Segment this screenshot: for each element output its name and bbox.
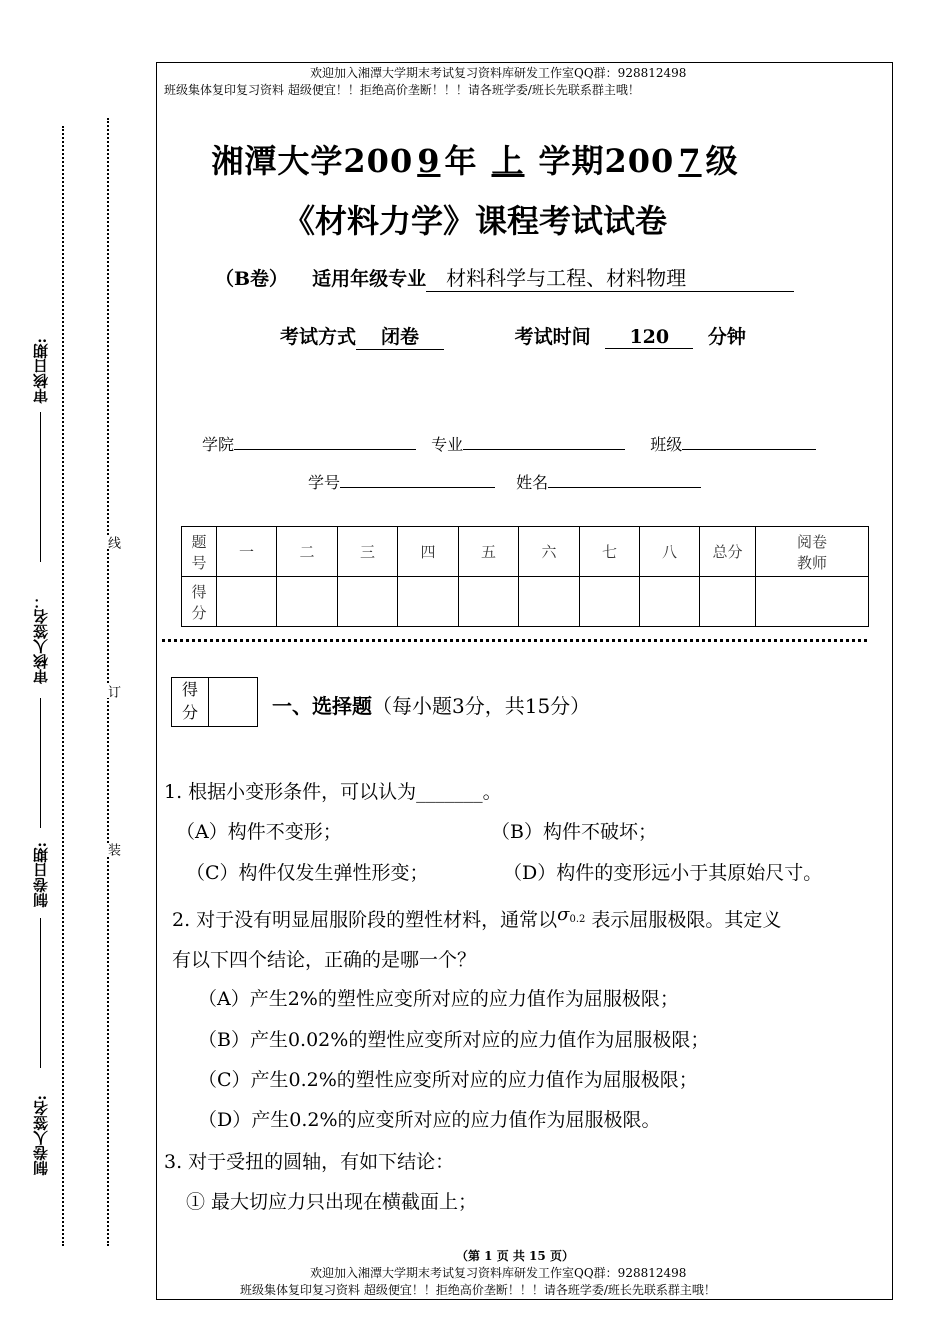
paper-major-line <box>215 262 794 292</box>
question-1-option-c: （C）构件仅发生弹性形变； <box>186 862 429 884</box>
major-label: 适用年级专业 <box>312 268 427 290</box>
section1-score-box <box>171 677 258 727</box>
score-cell[interactable] <box>519 577 580 627</box>
question-2-option-c: （C）产生0.2%的塑性应变所对应的应力值作为屈服极限； <box>198 1069 698 1091</box>
question-1-option-a: （A）构件不变形； <box>176 821 342 843</box>
binding-mark-ding: 订 <box>105 685 120 698</box>
reviewer-sign-line <box>40 698 41 828</box>
question-2-option-d: （D）产生0.2%的应变所对应的应力值作为屈服极限。 <box>198 1109 661 1131</box>
cell-col-2: 二 <box>277 527 338 577</box>
reviewer-sign-label: 审核人签名： <box>32 594 50 684</box>
score-cell[interactable] <box>580 577 640 627</box>
question-2-option-b: （B）产生0.02%的塑性应变所对应的应力值作为屈服极限； <box>198 1029 710 1051</box>
make-date-label: 制卷日期: <box>32 842 50 908</box>
maker-sign-label: 制卷人签名: <box>32 1095 50 1176</box>
divider-dotted <box>162 639 867 642</box>
major-field[interactable] <box>463 435 625 450</box>
make-date-line <box>40 918 41 1068</box>
college-field[interactable] <box>234 435 416 450</box>
cell-col-7: 七 <box>580 527 640 577</box>
exam-method-line <box>280 322 746 350</box>
paper-type: （B卷） <box>215 268 289 290</box>
method-label: 考试方式 <box>280 326 357 348</box>
question-3: 3. 对于受扭的圆轴，有如下结论： <box>164 1151 455 1173</box>
exam-title: 湘潭大学200 9 年 上 学期200 7 级 <box>211 142 739 180</box>
cell-col-8: 八 <box>640 527 700 577</box>
cell-col-5: 五 <box>459 527 519 577</box>
score-table-header <box>182 527 869 577</box>
section1-score-label: 得 分 <box>172 678 209 726</box>
major-value: 材料科学与工程、材料物理 <box>426 262 794 292</box>
name-field[interactable] <box>548 473 701 488</box>
cell-col-1: 一 <box>217 527 277 577</box>
time-unit: 分钟 <box>707 326 746 348</box>
question-2-option-a: （A）产生2%的塑性应变所对应的应力值作为屈服极限； <box>198 988 679 1010</box>
binding-mark-zhuang: 装 <box>105 843 120 856</box>
score-cell[interactable] <box>217 577 277 627</box>
header-ad-line2: 班级集体复印复习资料 超级便宜！！拒绝高价垄断！！！请各班学委/班长先联系群主哦！ <box>164 83 640 97</box>
score-cell[interactable] <box>459 577 519 627</box>
cell-reviewer: 阅卷 教师 <box>756 527 869 577</box>
page-number: （第 1 页 共 15 页） <box>456 1249 574 1263</box>
score-table <box>181 526 869 627</box>
margin-dotted-line-inner <box>107 118 109 1246</box>
sigma-subscript: 0.2 <box>569 914 586 925</box>
score-cell[interactable] <box>640 577 700 627</box>
question-1-option-b: （B）构件不破坏； <box>491 821 657 843</box>
score-cell[interactable] <box>277 577 338 627</box>
method-value: 闭卷 <box>356 322 444 350</box>
question-3-item-1: ① 最大切应力只出现在横截面上； <box>186 1191 478 1213</box>
cell-col-total: 总分 <box>700 527 756 577</box>
term-value: 上 <box>491 142 525 180</box>
section1-title: 一、选择题（每小题3分，共15分） <box>272 694 591 718</box>
question-1: 1. 根据小变形条件，可以认为_______。 <box>164 781 502 803</box>
cell-col-6: 六 <box>519 527 580 577</box>
course-title: 《材料力学》课程考试试卷 <box>282 202 667 240</box>
binding-mark-xian: 线 <box>105 536 120 549</box>
header-ad-line1: 欢迎加入湘潭大学期末考试复习资料库研发工作室QQ群：928812498 <box>310 66 687 80</box>
cell-tihao: 题 号 <box>182 527 217 577</box>
footer-ad-line2: 班级集体复印复习资料 超级便宜！！拒绝高价垄断！！！请各班学委/班长先联系群主哦！ <box>240 1283 716 1297</box>
student-id-field[interactable] <box>340 473 495 488</box>
score-cell[interactable] <box>398 577 459 627</box>
review-date-line <box>40 412 41 562</box>
cell-col-3: 三 <box>338 527 398 577</box>
question-1-option-d: （D）构件的变形远小于其原始尺寸。 <box>503 862 823 884</box>
question-2: 2. 对于没有明显屈服阶段的塑性材料，通常以$\sigma^{0.2}$ 表示屈服极限。其定义 <box>172 904 782 931</box>
footer-ad-line1: 欢迎加入湘潭大学期末考试复习资料库研发工作室QQ群：928812498 <box>310 1266 687 1280</box>
student-info-row1: 学院 专业 班级 <box>202 432 816 455</box>
year1-digit: 9 <box>417 142 441 180</box>
score-table-score-row <box>182 577 869 627</box>
question-2-line2: 有以下四个结论，正确的是哪一个？ <box>172 949 477 971</box>
cell-defen: 得 分 <box>182 577 217 627</box>
margin-dotted-line-outer <box>62 126 64 1246</box>
cell-col-4: 四 <box>398 527 459 577</box>
score-cell[interactable] <box>756 577 869 627</box>
year2-digit: 7 <box>678 142 702 180</box>
review-date-label: 审核日期: <box>32 338 50 404</box>
class-field[interactable] <box>682 435 816 450</box>
student-info-row2: 学号 姓名 <box>308 470 701 493</box>
time-value: 120 <box>605 326 693 349</box>
score-cell[interactable] <box>338 577 398 627</box>
sigma-symbol: σ <box>557 904 570 925</box>
time-label: 考试时间 <box>514 326 591 348</box>
score-cell[interactable] <box>700 577 756 627</box>
